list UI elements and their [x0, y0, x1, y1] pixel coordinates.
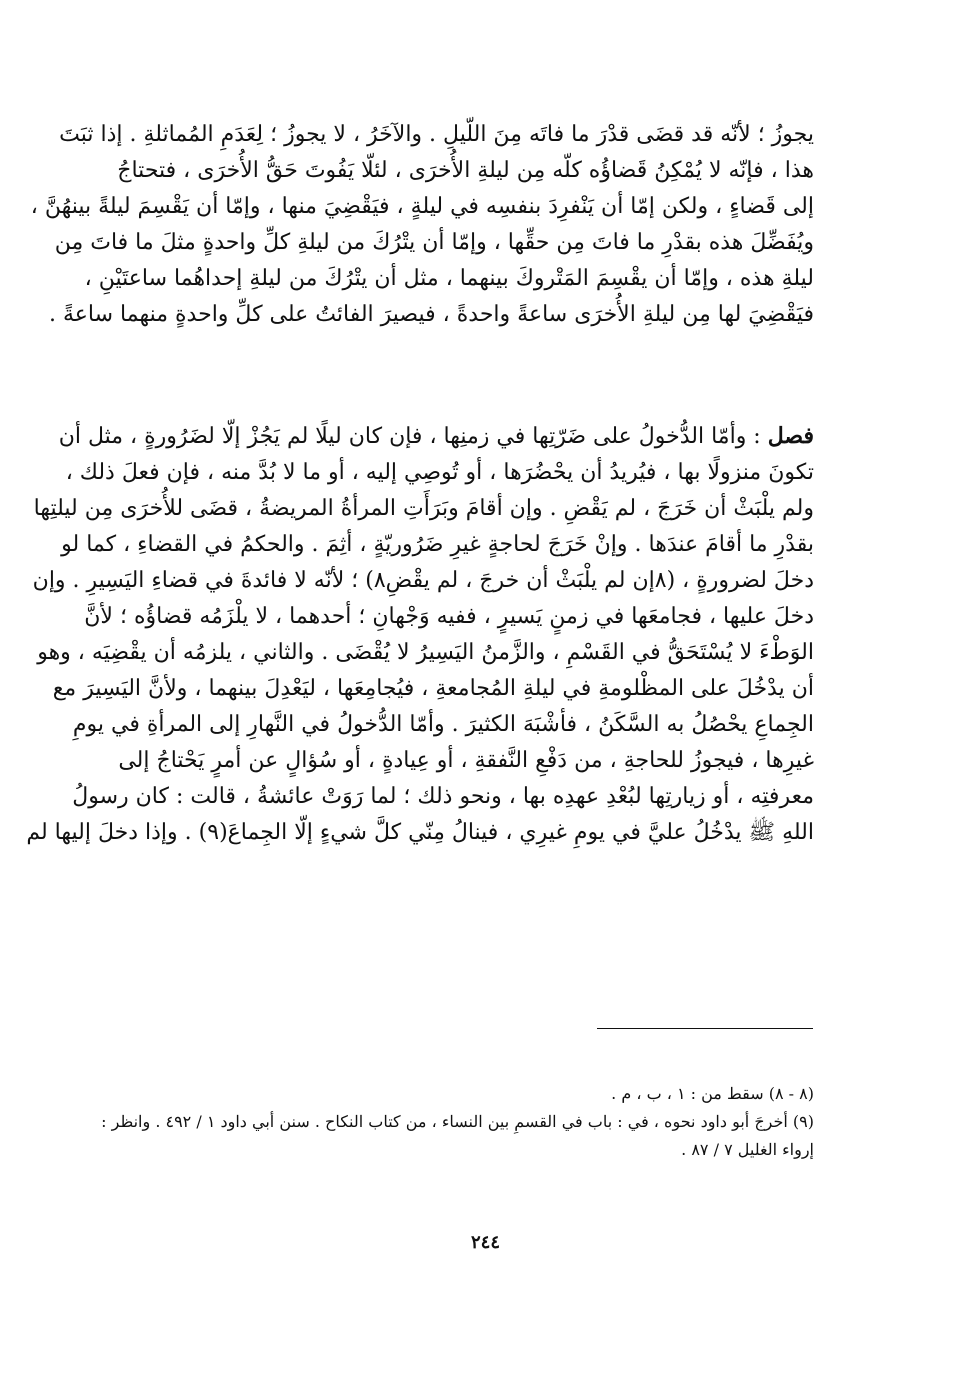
- text-line: اللهِ ﷺ يدْخُلُ عليَّ في يومِ غيرِي ، فينالُ مِنّي كلَّ شيءٍ إلّا الجِماعَ(٩) . وإذا دخلَ إليها لم: [26, 820, 814, 845]
- text-line: هذا ، فإنّه لا يُمْكِنُ قَضاؤُه كلّه مِن ليلةِ الأُخرَى ، لئلّا يَفُوتَ حَقُّ الأُخرَى ، فتحتاجُ: [117, 158, 814, 183]
- text-line: ولم يلْبَثْ أن خَرَجَ ، لم يَقْضِ . وإن أقامَ وبَرَأَتِ المرأةُ المريضةُ ، قضَى للأُخرَى مِن ليلتِها: [33, 496, 814, 521]
- text-line-first: [58, 418, 814, 455]
- text-line: إلى قَضاءٍ ، ولكن إمّا أن يَنْفرِدَ بنفسِه في ليلةٍ ، فيَقْضِيَ منها ، وإمّا أن يَقْسِمَ ليلةً بينهُنَّ ،: [30, 194, 814, 219]
- page-number: ٢٤٤: [470, 1232, 500, 1253]
- text-line: غيرِها ، فيجوزُ للحاجةِ ، من دَفْعِ النَّفقةِ ، أو عِيادةٍ ، أو سُؤالٍ عن أمرٍ يَحْتاجُ إلى: [118, 748, 814, 773]
- text-line: أن يدْخُلَ على المظْلومةِ في ليلةِ المُجامعةِ ، فيُجامِعَها ، ليَعْدِلَ بينهما ، ولأنَّ اليَسِيرَ مع: [52, 676, 814, 701]
- text-line: فيَقْضِيَ لها مِن ليلةِ الأُخرَى ساعةً واحدةً ، فيصيرَ الفائتُ على كلِّ واحدةٍ منهما ساعةً .: [49, 302, 814, 327]
- paragraph-2: [26, 418, 814, 851]
- footnote-9-continued: إرواء الغليل ٧ / ٨٧ .: [681, 1140, 814, 1159]
- text-line: بقدْرِ ما أقامَ عندَها . وإنْ خَرَجَ لحاجةٍ غيرِ ضَرُوريّةٍ ، أثِمَ . والحكمُ في القضاءِ ، كما لو: [61, 532, 814, 557]
- text-line: الجِماعِ يحْصُلُ به السَّكَنُ ، فأشْبَهَ الكثيرَ . وأمّا الدُّخولُ في النَّهارِ إلى المرأةِ في يومِ: [72, 712, 814, 737]
- footnotes: [101, 1082, 814, 1162]
- footnote-9: (٩) أخرجَ أبو داود نحوه ، في : باب في القسمِ بين النساء ، من كتاب النكاح . سنن أبي داود ١ / ٤٩٢ . وانظر :: [101, 1112, 814, 1131]
- text-line: الوَطْءَ لا يُسْتَحَقُّ في القَسْمِ ، والزَّمنُ اليَسِيرُ لا يُقْضَى . والثاني ، يلزمُه أن يقْضِيَه ، وهو: [37, 640, 814, 665]
- text-line: يجوزُ ؛ لأنّه قد قضَى قدْرَ ما فاتَه مِنَ اللّيلِ . والآخَرُ ، لا يجوزُ ؛ لِعَدَمِ المُماثلةِ . إذا ثبَتَ: [59, 122, 814, 147]
- text-line: ليلةِ هذه ، وإمّا أن يقْسِمَ المَتْروكَ بينهما ، مثل أن يتْرُكَ من ليلةِ إحداهُما ساعتَيْنِ ،: [84, 266, 814, 291]
- text-line: دخلَ عليها ، فجامعَها في زمنٍ يَسيرٍ ، ففيه وَجْهانِ ؛ أحدهما ، لا يلْزَمُه قضاؤُه ؛ لأنَّ: [84, 604, 814, 629]
- footnote-divider: [597, 1028, 813, 1029]
- text-line: معرفتِه ، أو زيارتِها لبُعْدِ عهدِه بها ، ونحو ذلك ؛ لما رَوَتْ عائشةُ ، قالت : كان رسولُ: [72, 784, 814, 809]
- section-heading: فصل: [767, 423, 814, 449]
- footnote-8: (٨ - ٨) سقط من : ١ ، ب ، م .: [611, 1084, 814, 1103]
- text-line-rest: : وأمّا الدُّخولُ على ضَرّتِها في زمنِها ، فإن كان ليلًا لم يَجُزْ إلّا لضَرُورةٍ ، مثل أن: [58, 424, 761, 449]
- text-line: دخلَ لضرورةٍ ، (٨إن لم يلْبَثْ أن خرجَ ، لم يقْضِ٨) ؛ لأنّه لا فائدةَ في قضاءِ اليَسِيرِ . وإن: [32, 568, 814, 593]
- text-line: ويُفَضِّلَ هذه بقدْرِ ما فاتَ مِن حقِّها ، وإمّا أن يتْرُكَ من ليلةِ كلِّ واحدةٍ مثلَ ما فاتَ مِن: [54, 230, 814, 255]
- paragraph-1: [30, 117, 814, 333]
- text-line: تكونَ منزولًا بها ، فيُريدُ أن يحْضُرَها ، أو تُوصِي إليه ، أو ما لا بُدَّ منه ، فإن فعلَ ذلك ،: [65, 460, 814, 485]
